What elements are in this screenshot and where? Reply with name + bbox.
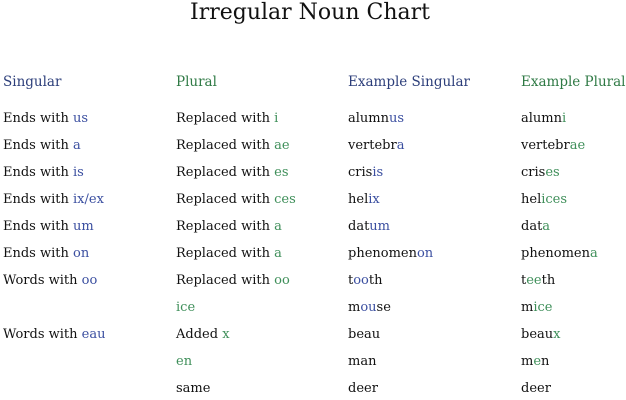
- highlight-text: en: [176, 354, 193, 369]
- example-plural-cell: [521, 192, 567, 208]
- example-plural-cell: [521, 138, 585, 154]
- cell-text: m: [521, 354, 534, 369]
- example-plural-cell: [521, 219, 550, 235]
- cell-text: Ends with: [3, 165, 74, 180]
- cell-text: alumn: [348, 111, 389, 126]
- cell-text: beau: [348, 327, 381, 342]
- highlight-text: x: [222, 327, 230, 342]
- cell-text-suffix: n: [541, 354, 550, 369]
- cell-text: alumn: [521, 111, 562, 126]
- cell-text: Ends with: [3, 219, 74, 234]
- cell-text: m: [521, 300, 534, 315]
- singular-cell: [3, 165, 84, 181]
- highlight-text: es: [274, 165, 289, 180]
- example-singular-cell: [348, 300, 391, 316]
- cell-text: Replaced with: [176, 192, 275, 207]
- highlight-text: e: [533, 354, 542, 369]
- cell-text: Added: [176, 327, 223, 342]
- plural-cell: [176, 327, 230, 343]
- plural-cell: [176, 246, 282, 262]
- highlight-text: oo: [274, 273, 290, 288]
- cell-text: Replaced with: [176, 219, 275, 234]
- singular-cell: [3, 327, 106, 343]
- example-singular-cell: [348, 273, 383, 289]
- highlight-text: ice: [176, 300, 196, 315]
- header-example-singular: Example Singular: [348, 74, 470, 90]
- highlight-text: ee: [526, 273, 542, 288]
- highlight-text: ae: [274, 138, 290, 153]
- highlight-text: i: [561, 111, 567, 126]
- highlight-text: on: [73, 246, 90, 261]
- plural-cell: [176, 273, 290, 289]
- highlight-text: is: [372, 165, 384, 180]
- page-title: Irregular Noun Chart: [190, 0, 430, 25]
- highlight-text: ice: [533, 300, 553, 315]
- example-singular-cell: [348, 327, 380, 343]
- cell-text: deer: [521, 381, 551, 396]
- header-example-plural: Example Plural: [521, 74, 626, 90]
- example-plural-cell: [521, 354, 549, 370]
- singular-cell: [3, 246, 89, 262]
- highlight-text: on: [416, 246, 434, 261]
- highlight-text: a: [274, 246, 282, 261]
- highlight-text: um: [369, 219, 390, 234]
- highlight-text: oo: [353, 273, 369, 288]
- highlight-text: ou: [360, 300, 377, 315]
- highlight-text: ces: [274, 192, 296, 207]
- cell-text: Replaced with: [176, 111, 275, 126]
- highlight-text: ae: [569, 138, 586, 153]
- cell-text: dat: [348, 219, 370, 234]
- example-singular-cell: [348, 111, 404, 127]
- cell-text: t: [348, 273, 354, 288]
- highlight-text: um: [73, 219, 94, 234]
- cell-text: Ends with: [3, 138, 74, 153]
- example-singular-cell: [348, 219, 390, 235]
- cell-text: cris: [348, 165, 373, 180]
- cell-text: Replaced with: [176, 138, 275, 153]
- cell-text: hel: [348, 192, 369, 207]
- highlight-text: a: [589, 246, 598, 261]
- plural-cell: [176, 381, 210, 397]
- highlight-text: a: [396, 138, 405, 153]
- example-plural-cell: [521, 327, 560, 343]
- highlight-text: oo: [81, 273, 98, 288]
- example-plural-cell: [521, 111, 566, 127]
- highlight-text: i: [274, 111, 279, 126]
- cell-text-suffix: th: [368, 273, 383, 288]
- cell-text-suffix: th: [541, 273, 556, 288]
- highlight-text: eau: [81, 327, 106, 342]
- example-singular-cell: [348, 165, 383, 181]
- highlight-text: ix: [368, 192, 380, 207]
- singular-cell: [3, 138, 81, 154]
- highlight-text: ix/ex: [73, 192, 104, 207]
- header-singular: Singular: [3, 74, 62, 90]
- cell-text: Replaced with: [176, 165, 275, 180]
- plural-cell: [176, 354, 192, 370]
- plural-cell: [176, 138, 290, 154]
- cell-text: Words with: [3, 273, 82, 288]
- cell-text: Replaced with: [176, 246, 275, 261]
- highlight-text: us: [73, 111, 89, 126]
- highlight-text: ices: [541, 192, 568, 207]
- cell-text: cris: [521, 165, 546, 180]
- plural-cell: [176, 165, 289, 181]
- example-plural-cell: [521, 246, 598, 262]
- cell-text: vertebr: [521, 138, 570, 153]
- cell-text: Ends with: [3, 111, 74, 126]
- cell-text: Words with: [3, 327, 82, 342]
- plural-cell: [176, 111, 278, 127]
- example-plural-cell: [521, 165, 560, 181]
- cell-text: phenomen: [521, 246, 590, 261]
- example-plural-cell: [521, 381, 551, 397]
- highlight-text: a: [73, 138, 81, 153]
- highlight-text: a: [542, 219, 551, 234]
- example-plural-cell: [521, 273, 555, 289]
- example-singular-cell: [348, 381, 378, 397]
- singular-cell: [3, 192, 104, 208]
- highlight-text: us: [388, 111, 405, 126]
- cell-text: phenomen: [348, 246, 417, 261]
- cell-text: hel: [521, 192, 542, 207]
- highlight-text: is: [73, 165, 84, 180]
- plural-cell: [176, 300, 195, 316]
- cell-text: Replaced with: [176, 273, 275, 288]
- example-singular-cell: [348, 246, 433, 262]
- plural-cell: [176, 192, 296, 208]
- cell-text: same: [176, 381, 211, 396]
- singular-cell: [3, 111, 88, 127]
- cell-text: m: [348, 300, 361, 315]
- cell-text: t: [521, 273, 527, 288]
- example-singular-cell: [348, 354, 376, 370]
- cell-text: vertebr: [348, 138, 397, 153]
- cell-text: beau: [521, 327, 554, 342]
- header-plural: Plural: [176, 74, 217, 90]
- highlight-text: a: [274, 219, 282, 234]
- singular-cell: [3, 273, 97, 289]
- cell-text: dat: [521, 219, 543, 234]
- highlight-text: es: [545, 165, 560, 180]
- cell-text: deer: [348, 381, 378, 396]
- highlight-text: x: [553, 327, 561, 342]
- singular-cell: [3, 219, 94, 235]
- plural-cell: [176, 219, 282, 235]
- example-singular-cell: [348, 138, 404, 154]
- example-plural-cell: [521, 300, 552, 316]
- cell-text: Ends with: [3, 192, 74, 207]
- cell-text: Ends with: [3, 246, 74, 261]
- cell-text-suffix: se: [376, 300, 391, 315]
- example-singular-cell: [348, 192, 380, 208]
- cell-text: man: [348, 354, 377, 369]
